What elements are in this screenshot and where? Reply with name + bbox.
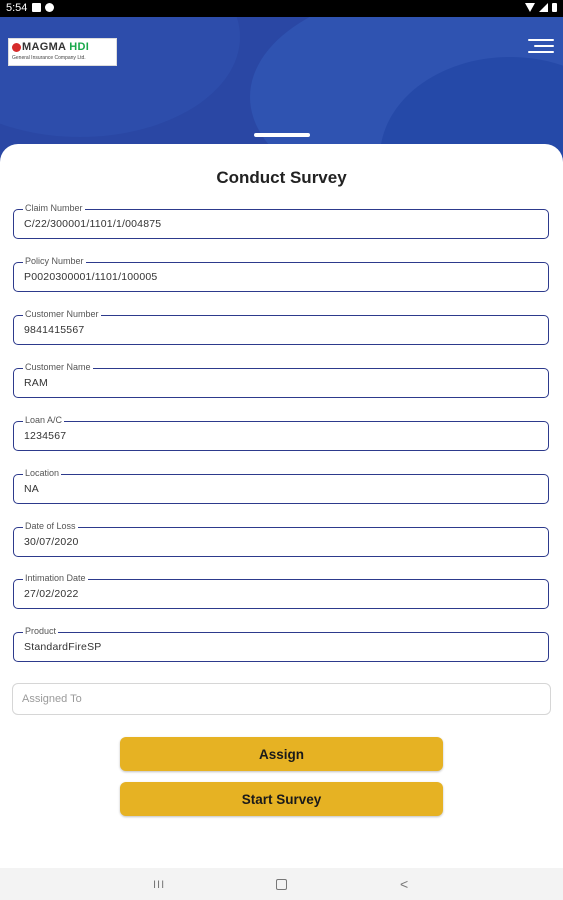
hamburger-menu-icon[interactable]: [528, 39, 554, 57]
field-label: Loan A/C: [25, 415, 63, 425]
signal-icon: [539, 3, 548, 12]
date-of-loss-field[interactable]: [13, 521, 549, 557]
survey-form-card: [0, 144, 563, 868]
field-value: 9841415567: [24, 324, 85, 336]
field-value: 30/07/2020: [24, 536, 79, 548]
home-icon[interactable]: [276, 879, 287, 890]
field-value: StandardFireSP: [24, 641, 102, 653]
status-time: 5:54: [6, 2, 28, 14]
customer-name-field[interactable]: [13, 362, 549, 398]
logo-subtitle: General Insurance Company Ltd.: [12, 55, 86, 61]
field-label: Intimation Date: [25, 573, 86, 583]
logo-brand-magma: MAGMA: [22, 41, 66, 53]
media-notification-icon: [45, 3, 54, 12]
field-label: Date of Loss: [25, 521, 76, 531]
field-label: Customer Name: [25, 362, 91, 372]
page-title: Conduct Survey: [216, 168, 347, 187]
policy-number-field[interactable]: [13, 256, 549, 292]
logo-text: [22, 41, 89, 53]
battery-icon: [552, 3, 557, 12]
field-label: Product: [25, 626, 57, 636]
field-label: Policy Number: [25, 256, 84, 266]
field-value: RAM: [24, 377, 48, 389]
assign-button[interactable]: Assign: [120, 737, 443, 771]
back-icon[interactable]: <: [400, 876, 409, 892]
notification-icons: [32, 3, 54, 12]
claim-number-field[interactable]: [13, 203, 549, 239]
header-decoration: [0, 17, 240, 137]
company-logo: [8, 38, 117, 66]
field-label: Location: [25, 468, 60, 478]
system-navigation-bar: [0, 868, 563, 900]
field-value: NA: [24, 483, 39, 495]
system-icons: [525, 3, 557, 12]
field-value: 27/02/2022: [24, 588, 79, 600]
status-bar: [0, 0, 563, 17]
wifi-icon: [525, 3, 535, 12]
location-field[interactable]: [13, 468, 549, 504]
logo-brand-hdi: HDI: [69, 41, 90, 53]
loan-account-field[interactable]: [13, 415, 549, 451]
image-notification-icon: [32, 3, 41, 12]
customer-number-field[interactable]: [13, 309, 549, 345]
field-label: Claim Number: [25, 203, 83, 213]
start-survey-button[interactable]: Start Survey: [120, 782, 443, 816]
recent-apps-icon[interactable]: III: [153, 879, 166, 891]
field-value: P0020300001/1101/100005: [24, 271, 158, 283]
logo-mark-icon: [12, 43, 21, 52]
field-value: C/22/300001/1101/1/004875: [24, 218, 162, 230]
assigned-to-input[interactable]: [12, 683, 551, 715]
intimation-date-field[interactable]: [13, 573, 549, 609]
field-label: Customer Number: [25, 309, 99, 319]
field-value: 1234567: [24, 430, 67, 442]
drag-handle[interactable]: [254, 133, 310, 137]
product-field[interactable]: [13, 626, 549, 662]
